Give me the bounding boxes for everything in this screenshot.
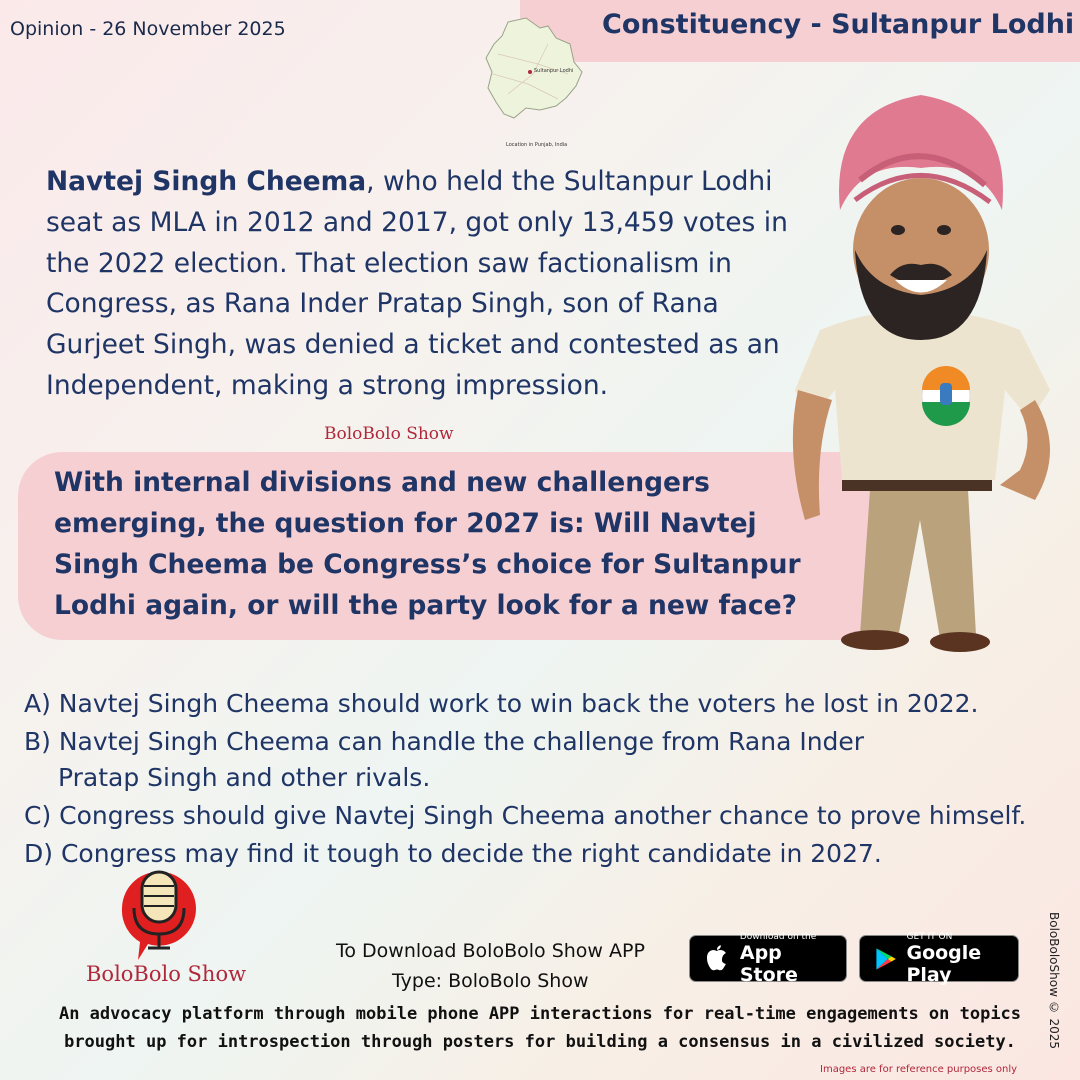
- app-store-big-text: App Store: [739, 941, 798, 986]
- disclaimer-text: Images are for reference purposes only: [820, 1064, 1018, 1075]
- google-play-big-text: Google Play: [906, 941, 982, 986]
- google-play-small-text: GET IT ON: [906, 931, 953, 942]
- option-b-line2: Pratap Singh and other rivals.: [58, 763, 431, 792]
- app-store-small-text: Download on the: [739, 931, 817, 942]
- politician-caricature: [780, 90, 1070, 670]
- download-search-hint: Type: BoloBolo Show: [392, 970, 589, 992]
- date-label: Opinion - 26 November 2025: [10, 18, 286, 40]
- intro-text: , who held the Sultanpur Lodhi seat as MLA in 2012 and 2017, got only 13,459 votes in the 2022 election. That election saw factionalism in Congress, as Rana Inder Pratap Singh, son of Rana Gurjeet Singh, was denied a ticket and contested as an Independent, making a strong impression.: [46, 166, 788, 401]
- google-play-icon: [872, 944, 898, 974]
- option-d[interactable]: D) Congress may find it tough to decide the right candidate in 2027.: [24, 839, 882, 868]
- option-c[interactable]: C) Congress should give Navtej Singh Cheema another chance to prove himself.: [24, 801, 1027, 830]
- copyright-text: BoloBoloShow © 2025: [1047, 912, 1061, 1050]
- google-play-button[interactable]: [859, 931, 1019, 986]
- footer-line1: An advocacy platform through mobile phone APP interactions for real-time engagements on topics: [58, 1004, 1022, 1024]
- map-marker-label: Sultanpur Lodhi: [534, 68, 574, 74]
- brand-watermark: BoloBolo Show: [324, 424, 454, 444]
- intro-name: Navtej Singh Cheema: [46, 166, 367, 197]
- map-caption: Location in Punjab, India: [506, 142, 568, 148]
- brand-logo-text: BoloBolo Show: [86, 962, 247, 986]
- footer-description: [20, 1000, 1060, 1056]
- page-title: Constituency - Sultanpur Lodhi: [602, 9, 1075, 40]
- option-b[interactable]: [24, 724, 904, 796]
- footer-line2: brought up for introspection through posters for building a consensus in a civilized society.: [64, 1032, 1016, 1052]
- download-instruction: To Download BoloBolo Show APP: [336, 940, 645, 962]
- map-marker-icon: [528, 70, 532, 74]
- option-a[interactable]: A) Navtej Singh Cheema should work to win back the voters he lost in 2022.: [24, 689, 979, 718]
- apple-icon: [702, 944, 732, 974]
- intro-paragraph: [46, 162, 796, 407]
- app-store-button[interactable]: [689, 931, 847, 986]
- podcast-mic-icon: [118, 868, 200, 964]
- punjab-map: [478, 14, 588, 154]
- option-b-line1: B) Navtej Singh Cheema can handle the challenge from Rana Inder: [24, 727, 865, 756]
- question-text: With internal divisions and new challengers emerging, the question for 2027 is: Will Navtej Singh Cheema be Congress’s choice for Sultanpur Lodhi again, or will the party look for a new face?: [54, 467, 801, 621]
